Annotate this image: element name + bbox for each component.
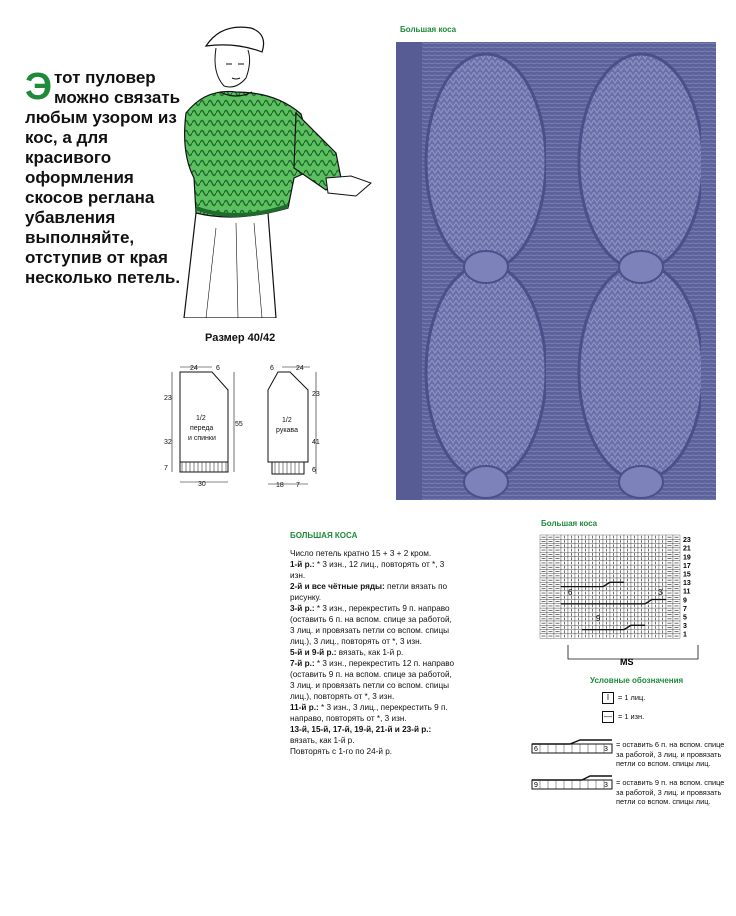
chart-row-label: 21 bbox=[683, 545, 691, 553]
purl-symbol: — bbox=[604, 712, 612, 721]
sleeve-cuff: 7 bbox=[296, 482, 300, 489]
intro-text bbox=[25, 68, 185, 288]
instruction-line: Число петель кратно 15 + 3 + 2 кром. bbox=[290, 549, 432, 558]
front-total: 55 bbox=[235, 421, 243, 428]
sleeve-label2: рукава bbox=[276, 427, 298, 434]
instruction-line: 13-й, 15-й, 17-й, 19-й, 21-й и 23-й р.: вязать, как 1-й р. bbox=[290, 725, 432, 745]
cable-symbols bbox=[530, 738, 615, 798]
sleeve-schematic bbox=[268, 365, 320, 489]
instruction-line: 3-й р.: * 3 изн., перекрестить 9 п. направо (оставить 6 п. на вспом. спице за работой, 3 лиц. и провязать петли со вспом. спицы лиц.), 3 лиц., повторять от *, 3 изн. bbox=[290, 604, 452, 646]
photo-title: Большая коса bbox=[400, 25, 457, 34]
c6-right: 3 bbox=[604, 746, 608, 753]
chart-row-label: 11 bbox=[683, 588, 691, 596]
front-width: 30 bbox=[198, 481, 206, 488]
instruction-line: 7-й р.: * 3 изн., перекрестить 12 п. направо (оставить 9 п. на вспом. спице за работой, 3 лиц. и провязать петли со вспом. спицы лиц.), повторять от *, 3 изн. bbox=[290, 659, 455, 701]
chart-row-label: 19 bbox=[683, 554, 691, 562]
sleeve-length: 41 bbox=[312, 439, 320, 446]
front-shoulder: 6 bbox=[216, 365, 220, 372]
front-raglan: 23 bbox=[164, 395, 172, 402]
legend-title: Условные обозначения bbox=[590, 676, 684, 685]
legend-knit: = 1 лиц. bbox=[618, 693, 646, 702]
cable6-symbol bbox=[532, 740, 612, 753]
front-label3: и спинки bbox=[188, 435, 216, 442]
front-top: 24 bbox=[190, 365, 198, 372]
front-label1: 1/2 bbox=[196, 415, 206, 422]
chart-cable9-label: 9 bbox=[596, 614, 601, 623]
cable9-symbol bbox=[532, 776, 612, 789]
front-label2: переда bbox=[190, 425, 214, 432]
instruction-line: 1-й р.: * 3 изн., 12 лиц., повторять от *, 3 изн. bbox=[290, 560, 445, 580]
instruction-line: 11-й р.: * 3 изн., 3 лиц., перекрестить 9 п. направо, повторять от *, 3 изн. bbox=[290, 703, 448, 723]
sleeve-raglan: 23 bbox=[312, 391, 320, 398]
sleeve-label1: 1/2 bbox=[282, 417, 292, 424]
drop-cap: Э bbox=[25, 66, 53, 108]
knit-symbol: I bbox=[602, 692, 614, 704]
chart-title: Большая коса bbox=[541, 519, 598, 528]
fashion-illustration bbox=[176, 18, 376, 318]
legend-cable6: = оставить 6 п. на вспом. спице за работой, 3 лиц. и провязать петли со вспом. спицы лиц. bbox=[616, 740, 725, 768]
instruction-line: Повторять с 1-го по 24-й р. bbox=[290, 747, 393, 756]
chart-grid bbox=[540, 535, 680, 638]
sleeve-rib: 6 bbox=[312, 467, 316, 474]
sleeve-width: 18 bbox=[276, 482, 284, 489]
cable-knit-photo bbox=[396, 42, 716, 500]
chart-ms-label: MS bbox=[620, 657, 634, 667]
chart-row-label: 3 bbox=[683, 623, 687, 631]
sleeve-top-right: 24 bbox=[296, 365, 304, 372]
instructions-text bbox=[290, 548, 455, 757]
stitch-chart bbox=[538, 533, 718, 668]
front-side: 32 bbox=[164, 439, 172, 446]
size-title: Размер 40/42 bbox=[205, 332, 276, 344]
chart-row-label: 15 bbox=[683, 571, 691, 579]
chart-row-label: 1 bbox=[683, 631, 687, 639]
chart-row-label: 7 bbox=[683, 605, 687, 613]
instruction-line: 5-й и 9-й р.: вязать, как 1-й р. bbox=[290, 648, 404, 657]
chart-row-labels bbox=[683, 537, 691, 639]
chart-cable6-label: 6 bbox=[568, 588, 573, 597]
c9-right: 3 bbox=[604, 782, 608, 789]
chart-cable3-label: 3 bbox=[658, 588, 663, 597]
legend-cable9: = оставить 9 п. на вспом. спице за работой, 3 лиц. и провязать петли со вспом. спицы лиц. bbox=[616, 778, 725, 806]
sleeve-top: 6 bbox=[270, 365, 274, 372]
c9-left: 9 bbox=[534, 782, 538, 789]
chart-row-label: 17 bbox=[683, 562, 691, 570]
front-schematic bbox=[164, 365, 243, 488]
c6-left: 6 bbox=[534, 746, 538, 753]
instruction-line: 2-й и все чётные ряды: петли вязать по рисунку. bbox=[290, 582, 448, 602]
intro-body: тот пуловер можно связать любым узором из кос, а для красивого оформления скосов реглана убавления выполняйте, отступив от края несколько петель. bbox=[25, 68, 181, 287]
chart-row-label: 13 bbox=[683, 580, 691, 588]
legend-purl: = 1 изн. bbox=[618, 712, 645, 721]
size-schematics bbox=[160, 362, 340, 497]
chart-row-label: 23 bbox=[683, 537, 691, 545]
instructions-title: БОЛЬШАЯ КОСА bbox=[290, 531, 358, 540]
chart-row-label: 9 bbox=[683, 597, 687, 605]
front-rib: 7 bbox=[164, 465, 168, 472]
chart-row-label: 5 bbox=[683, 614, 687, 622]
